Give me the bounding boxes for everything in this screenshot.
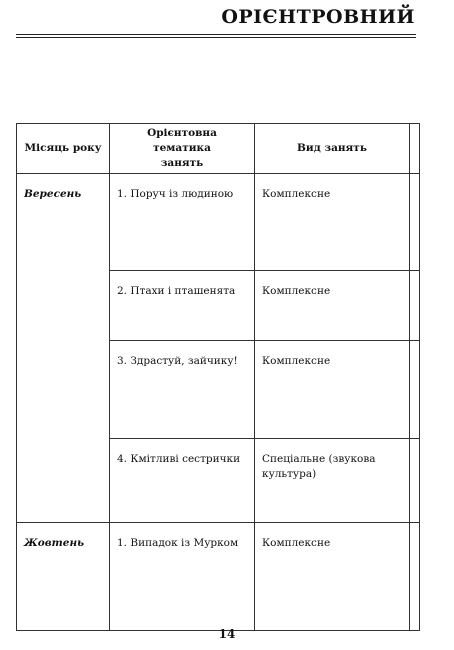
column-header-month: Місяць року [17, 124, 110, 174]
table-row [17, 174, 420, 271]
truncated-cell [410, 271, 420, 341]
topic-cell: 4. Кмітливі сестрички [110, 439, 255, 523]
column-header-topic: Орієнтовна тематика занять [110, 124, 255, 174]
header-rule-bottom [16, 37, 416, 38]
truncated-cell [410, 174, 420, 271]
lesson-type-cell: Комплексне [255, 271, 410, 341]
lesson-type-cell: Спеціальне (звукова культура) [255, 439, 410, 523]
table-header-row [17, 124, 420, 174]
lesson-type-cell: Комплексне [255, 341, 410, 439]
column-header-truncated [410, 124, 420, 174]
header-rule-top [16, 34, 416, 35]
topic-cell: 3. Здрастуй, зайчику! [110, 341, 255, 439]
topic-cell: 1. Випадок із Мурком [110, 523, 255, 631]
page-title: ОРІЄНТРОВНИЙ [221, 6, 415, 28]
lesson-type-cell: Комплексне [255, 523, 410, 631]
topic-cell: 1. Поруч із людиною [110, 174, 255, 271]
truncated-cell [410, 439, 420, 523]
topic-cell: 2. Птахи і пташенята [110, 271, 255, 341]
month-cell: Вересень [17, 174, 110, 523]
page-number: 14 [218, 627, 236, 641]
table-row [17, 523, 420, 631]
lesson-type-cell: Комплексне [255, 174, 410, 271]
month-cell: Жовтень [17, 523, 110, 631]
truncated-cell [410, 523, 420, 631]
truncated-cell [410, 341, 420, 439]
lesson-plan-table [16, 123, 420, 631]
column-header-type: Вид занять [255, 124, 410, 174]
